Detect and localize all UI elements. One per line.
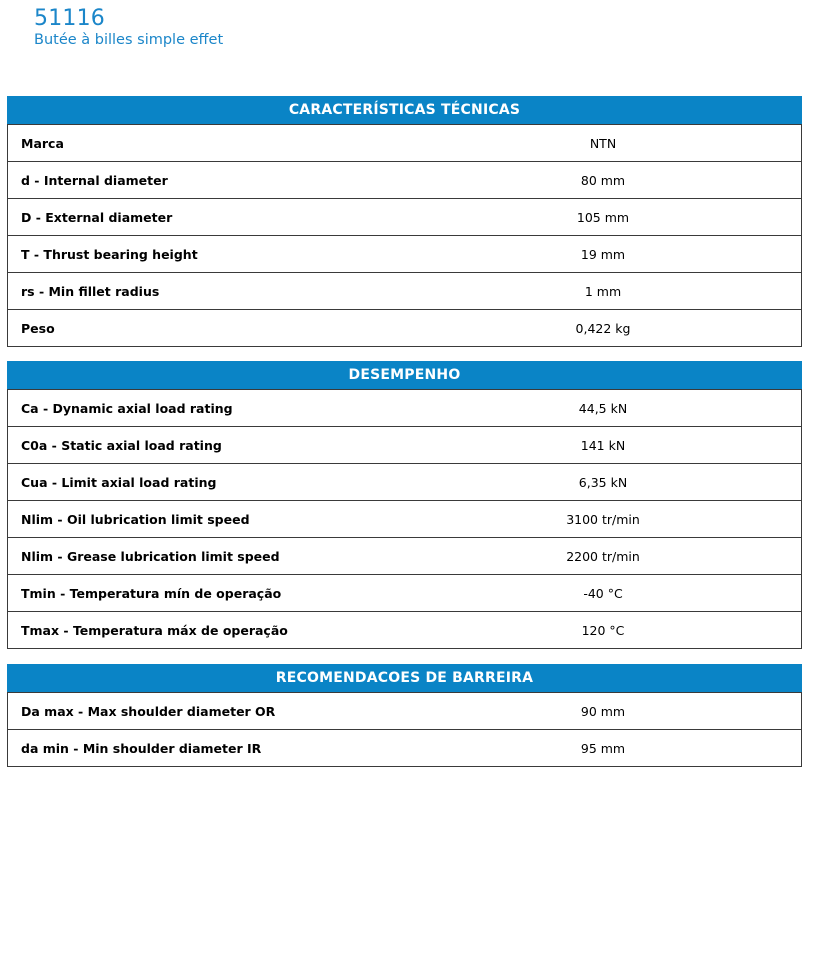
row-label: Tmin - Temperatura mín de operação [8,575,402,612]
row-value: 80 mm [401,162,802,199]
row-value: 95 mm [401,730,802,767]
row-label: Ca - Dynamic axial load rating [8,390,402,427]
table-row [8,162,802,199]
specs-table [7,389,802,649]
row-label: Cua - Limit axial load rating [8,464,402,501]
table-row [8,730,802,767]
table-row [8,310,802,347]
table-row [8,390,802,427]
row-value: 6,35 kN [401,464,802,501]
section-performance [7,361,802,649]
row-label: Peso [8,310,402,347]
section-header: CARACTERÍSTICAS TÉCNICAS [7,96,802,124]
row-label: Tmax - Temperatura máx de operação [8,612,402,649]
table-row [8,538,802,575]
row-label: rs - Min fillet radius [8,273,402,310]
row-label: T - Thrust bearing height [8,236,402,273]
row-value: 0,422 kg [401,310,802,347]
table-row [8,501,802,538]
table-row [8,125,802,162]
row-label: C0a - Static axial load rating [8,427,402,464]
section-header: RECOMENDACOES DE BARREIRA [7,664,802,692]
row-value: 3100 tr/min [401,501,802,538]
row-label: Nlim - Oil lubrication limit speed [8,501,402,538]
table-row [8,427,802,464]
product-subtitle: Butée à billes simple effet [34,32,224,48]
row-label: d - Internal diameter [8,162,402,199]
table-row [8,199,802,236]
page-header [34,6,223,48]
table-row [8,236,802,273]
row-value: 120 °C [401,612,802,649]
row-label: Nlim - Grease lubrication limit speed [8,538,402,575]
section-barrier-recommendations [7,664,802,767]
table-row [8,693,802,730]
product-reference: 51116 [34,6,105,31]
row-value: 2200 tr/min [401,538,802,575]
section-technical-characteristics [7,96,802,347]
row-value: 90 mm [401,693,802,730]
section-header: DESEMPENHO [7,361,802,389]
table-row [8,575,802,612]
row-value: 19 mm [401,236,802,273]
table-row [8,612,802,649]
table-row [8,464,802,501]
specs-table [7,692,802,767]
row-value: -40 °C [401,575,802,612]
specs-table [7,124,802,347]
row-label: Marca [8,125,402,162]
row-label: D - External diameter [8,199,402,236]
row-value: 141 kN [401,427,802,464]
row-label: Da max - Max shoulder diameter OR [8,693,402,730]
row-value: 105 mm [401,199,802,236]
row-value: 44,5 kN [401,390,802,427]
row-label: da min - Min shoulder diameter IR [8,730,402,767]
row-value: 1 mm [401,273,802,310]
table-row [8,273,802,310]
row-value: NTN [401,125,802,162]
